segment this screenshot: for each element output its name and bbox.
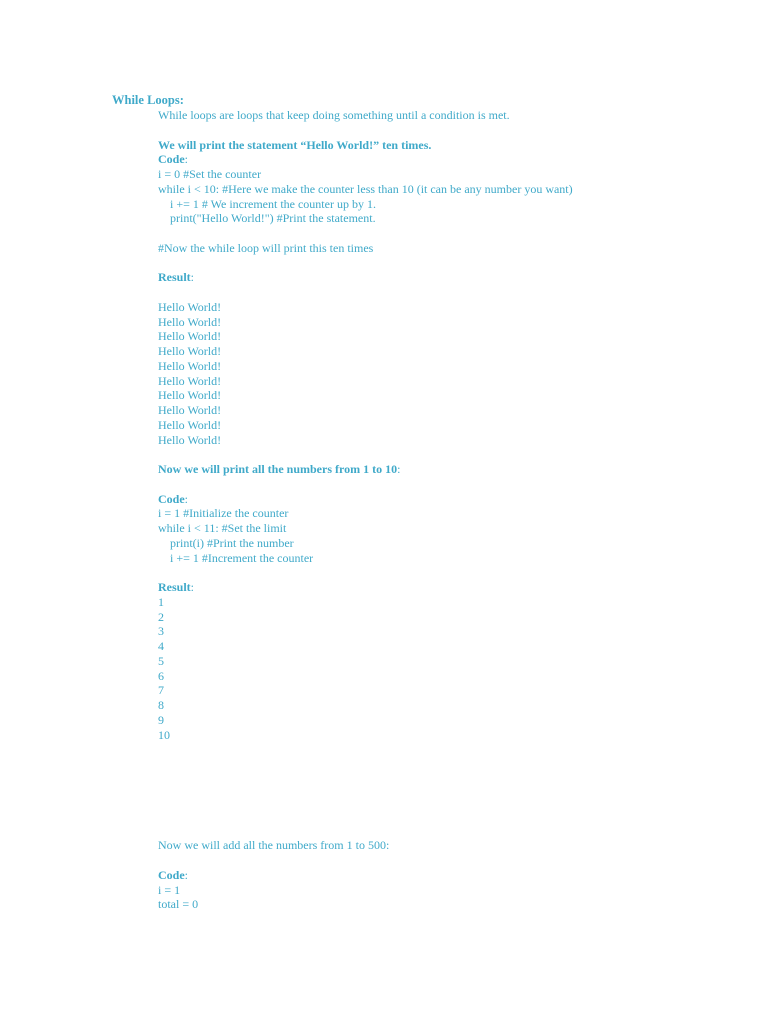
section2-code-line: print(i) #Print the number bbox=[170, 535, 294, 550]
section2-result-line: 10 bbox=[158, 727, 170, 742]
section3-code-line: i = 1 bbox=[158, 882, 181, 897]
section1-result-label: Result bbox=[158, 270, 191, 285]
section1-code-line: print("Hello World!") #Print the statement. bbox=[170, 211, 376, 226]
section1-code-line: i = 0 #Set the counter bbox=[158, 167, 262, 181]
section2-code-label: Code bbox=[158, 491, 185, 506]
spacer bbox=[158, 123, 738, 138]
section2-code-line: i += 1 #Increment the counter bbox=[170, 550, 314, 565]
section2-result-line: 1 bbox=[158, 594, 164, 609]
section2-code-line: while i < 11: #Set the limit bbox=[158, 521, 287, 535]
section1-result-line: Hello World! bbox=[158, 329, 222, 344]
spacer bbox=[158, 447, 738, 462]
spacer bbox=[158, 853, 738, 868]
section1-result-label-colon: : bbox=[190, 270, 195, 285]
spacer bbox=[158, 285, 738, 300]
section1-result-label-line bbox=[158, 270, 738, 285]
section2-result-line: 4 bbox=[158, 639, 164, 653]
section3-code-line: total = 0 bbox=[158, 897, 199, 912]
section2-result-line: 6 bbox=[158, 668, 164, 683]
section1-result-line: Hello World! bbox=[158, 417, 222, 432]
section2-title-colon: : bbox=[397, 462, 401, 476]
section2-code-label-line bbox=[158, 492, 738, 507]
section2-result-line: 9 bbox=[158, 712, 164, 727]
section1-result-line: Hello World! bbox=[158, 373, 222, 388]
spacer bbox=[158, 226, 738, 241]
section1-result-line: Hello World! bbox=[158, 432, 222, 447]
section1-result-line: Hello World! bbox=[158, 388, 222, 403]
section2-result-line: 2 bbox=[158, 609, 164, 624]
section2-result-label: Result bbox=[158, 580, 191, 594]
section2-result-line: 7 bbox=[158, 683, 164, 698]
section1-code-label-colon: : bbox=[184, 152, 189, 167]
section1-result-line: Hello World! bbox=[158, 344, 222, 358]
spacer bbox=[158, 742, 738, 838]
page-heading: While Loops: bbox=[112, 93, 184, 107]
section2-result-label-colon: : bbox=[190, 580, 195, 594]
section1-comment: #Now the while loop will print this ten times bbox=[158, 240, 374, 255]
section2-result-line: 3 bbox=[158, 624, 164, 639]
section2-title: Now we will print all the numbers from 1 to 10 bbox=[158, 462, 398, 476]
section1-code-label-line bbox=[158, 152, 738, 167]
spacer bbox=[158, 477, 738, 492]
section1-code-label: Code bbox=[158, 152, 185, 167]
section1-result-line: Hello World! bbox=[158, 358, 222, 373]
section2-result-line: 8 bbox=[158, 698, 164, 712]
section1-code-line: i += 1 # We increment the counter up by 1. bbox=[170, 196, 376, 211]
section1-result-line: Hello World! bbox=[158, 403, 222, 417]
intro-text: While loops are loops that keep doing something until a condition is met. bbox=[158, 108, 510, 122]
section1-result-line: Hello World! bbox=[158, 314, 222, 329]
section3-code-label: Code bbox=[158, 867, 185, 882]
section3-code-label-line bbox=[158, 868, 738, 883]
document-body bbox=[158, 108, 738, 912]
section3-title: Now we will add all the numbers from 1 to 500: bbox=[158, 838, 390, 853]
section1-result-line: Hello World! bbox=[158, 299, 222, 314]
spacer bbox=[158, 256, 738, 271]
section2-result-line: 5 bbox=[158, 653, 164, 668]
spacer bbox=[158, 565, 738, 580]
section1-title: We will print the statement “Hello World!” ten times. bbox=[158, 137, 432, 152]
section2-result-label-line bbox=[158, 580, 738, 595]
section1-code-line: while i < 10: #Here we make the counter less than 10 (it can be any number you want) bbox=[158, 181, 573, 196]
section2-title-line bbox=[158, 462, 738, 477]
section2-code-label-colon: : bbox=[184, 491, 189, 506]
section3-code-label-colon: : bbox=[184, 867, 189, 882]
section2-code-line: i = 1 #Initialize the counter bbox=[158, 506, 289, 521]
